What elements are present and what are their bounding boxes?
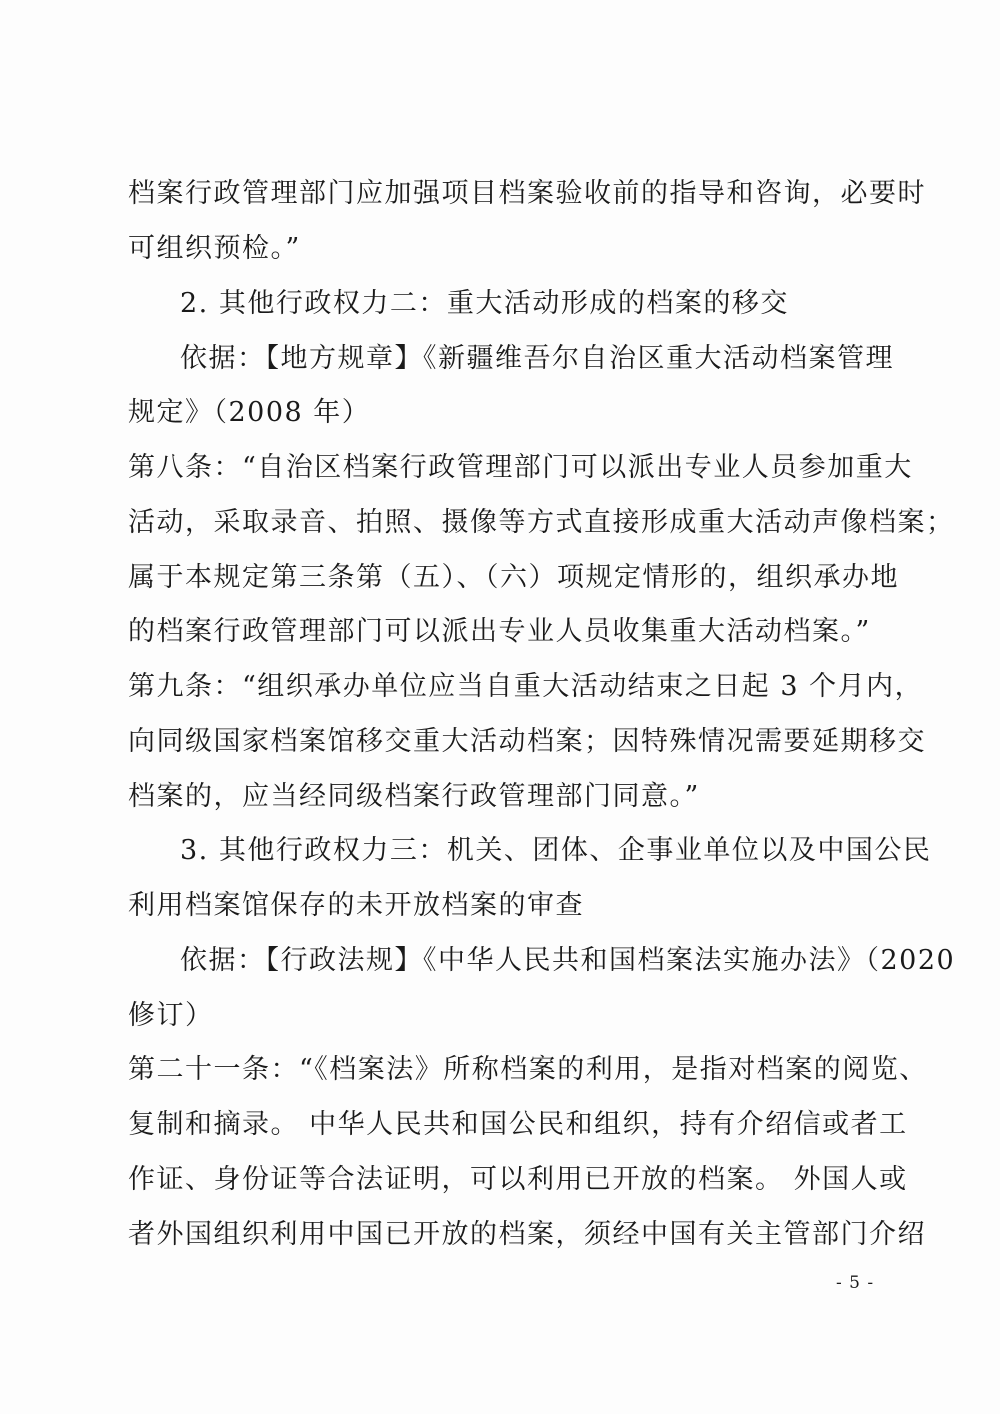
section-heading-3-line-2: 利用档案馆保存的未开放档案的审查 <box>128 890 584 921</box>
article-8-line-3: 属于本规定第三条第（五）、（六）项规定情形的，组织承办地 <box>128 562 899 593</box>
basis-line-3: 依据：【行政法规】《中华人民共和国档案法实施办法》（2020 <box>180 945 956 976</box>
article-21-line-1: 第二十一条：“《档案法》所称档案的利用，是指对档案的阅览、 <box>128 1054 928 1085</box>
article-9-line-1: 第九条：“组织承办单位应当自重大活动结束之日起 3 个月内， <box>128 671 924 702</box>
article-21-line-2: 复制和摘录。 中华人民共和国公民和组织，持有介绍信或者工 <box>128 1109 908 1140</box>
article-8-line-2: 活动，采取录音、拍照、摄像等方式直接形成重大活动声像档案； <box>128 507 955 538</box>
section-heading-2: 2. 其他行政权力二：重大活动形成的档案的移交 <box>180 288 789 319</box>
text-line-2: 可组织预检。” <box>128 233 301 264</box>
article-9-line-2: 向同级国家档案馆移交重大活动档案；因特殊情况需要延期移交 <box>128 726 926 757</box>
page-number: - 5 - <box>836 1273 875 1293</box>
article-8-line-1: 第八条：“自治区档案行政管理部门可以派出专业人员参加重大 <box>128 452 913 483</box>
text-line-1: 档案行政管理部门应加强项目档案验收前的指导和咨询，必要时 <box>128 178 926 209</box>
basis-line-2: 规定》（2008 年） <box>128 397 371 428</box>
article-21-line-4: 者外国组织利用中国已开放的档案，须经中国有关主管部门介绍 <box>128 1219 926 1250</box>
basis-line-1: 依据：【地方规章】《新疆维吾尔自治区重大活动档案管理 <box>180 343 894 374</box>
section-heading-3-line-1: 3. 其他行政权力三：机关、团体、企事业单位以及中国公民 <box>180 835 932 866</box>
article-21-line-3: 作证、身份证等合法证明，可以利用已开放的档案。 外国人或 <box>128 1164 908 1195</box>
article-9-line-3: 档案的，应当经同级档案行政管理部门同意。” <box>128 781 700 812</box>
article-8-line-4: 的档案行政管理部门可以派出专业人员收集重大活动档案。” <box>128 616 871 647</box>
basis-line-4: 修订） <box>128 1000 214 1031</box>
